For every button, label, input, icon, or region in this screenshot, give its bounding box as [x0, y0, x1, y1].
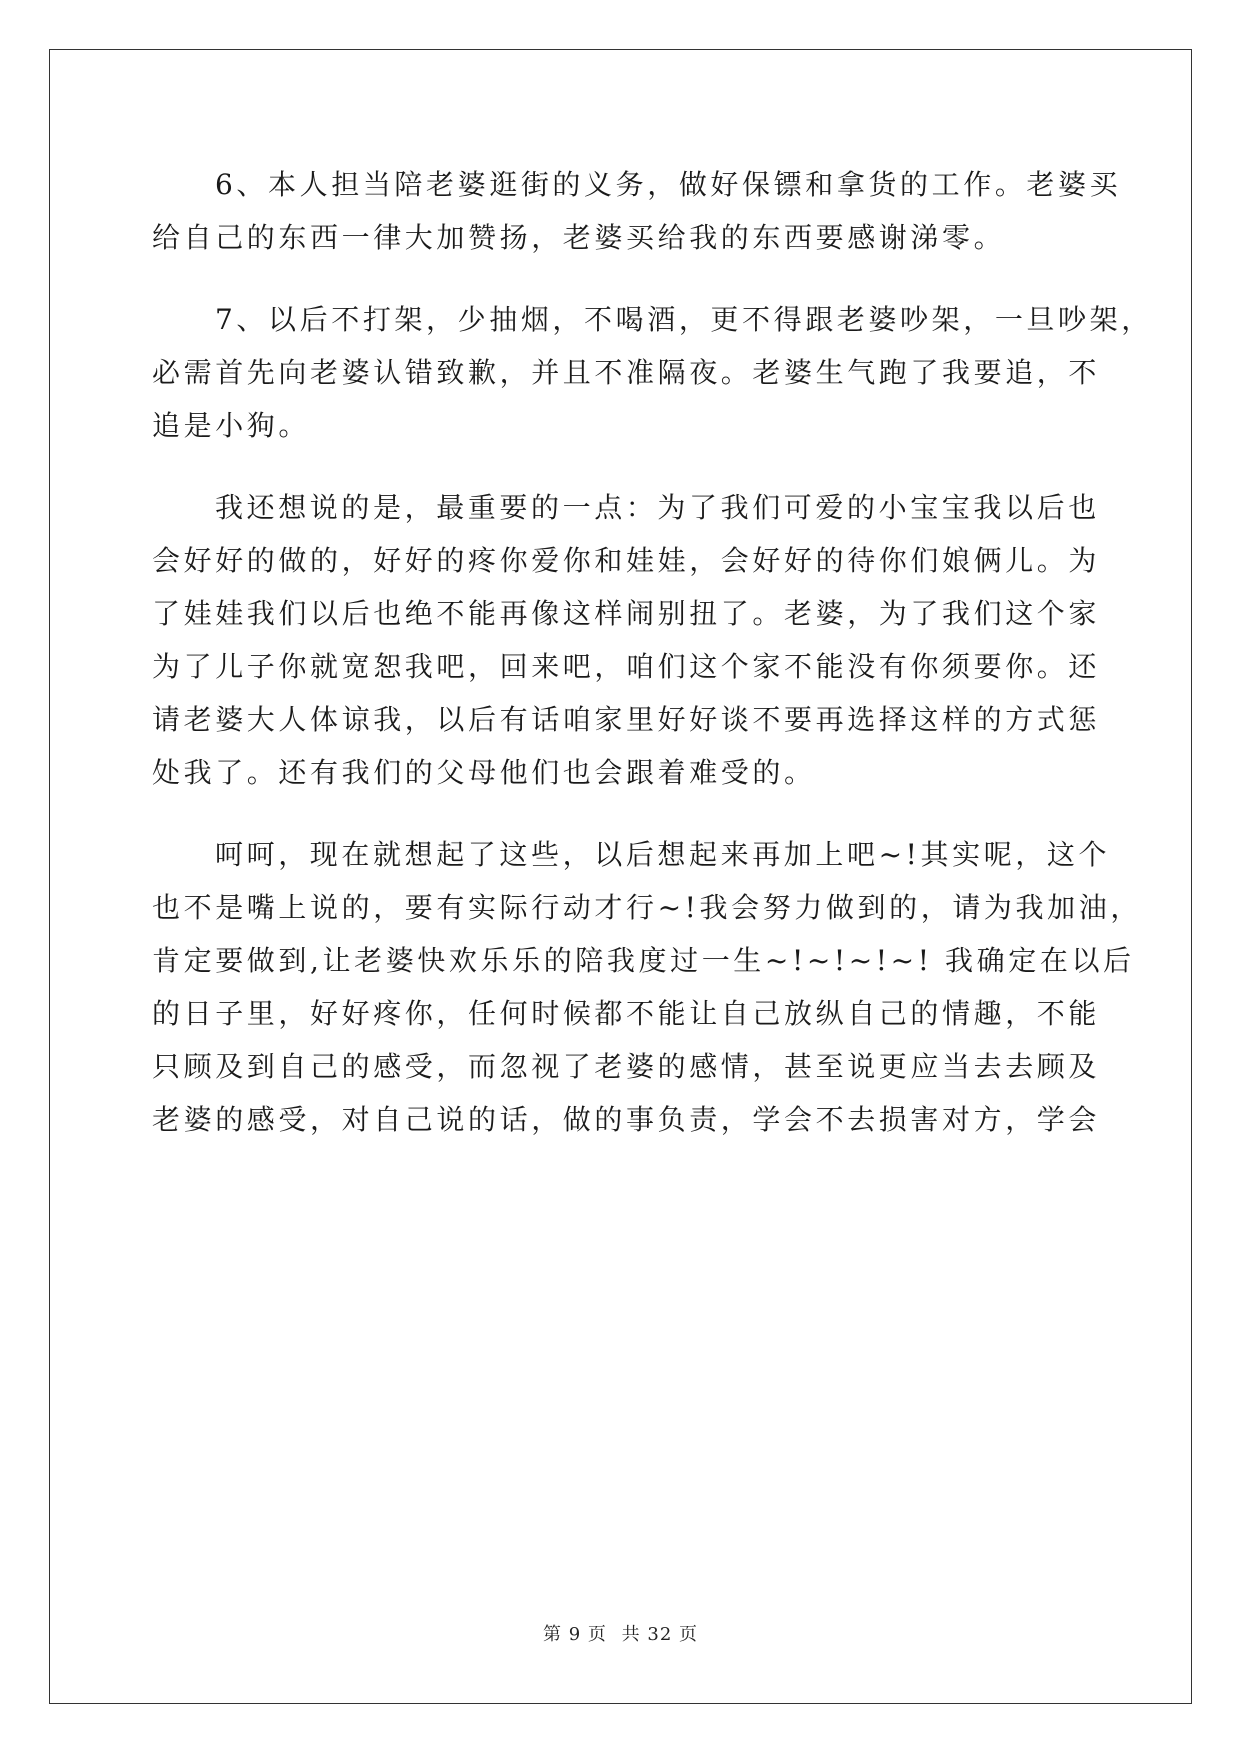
text-line: 给自己的东西一律大加赞扬，老婆买给我的东西要感谢涕零。 — [152, 221, 1006, 254]
text-line: 处我了。还有我们的父母他们也会跟着难受的。 — [152, 756, 816, 789]
text-line: 了娃娃我们以后也绝不能再像这样闹别扭了。老婆，为了我们这个家 — [152, 597, 1101, 630]
text-line: 会好好的做的，好好的疼你爱你和娃娃，会好好的待你们娘俩儿。为 — [152, 544, 1101, 577]
text-line: 必需首先向老婆认错致歉，并且不准隔夜。老婆生气跑了我要追，不 — [152, 356, 1101, 389]
paragraph-1 — [152, 158, 1122, 264]
paragraph-4 — [152, 828, 1142, 1146]
page-footer — [0, 1620, 1241, 1646]
text-line: 6、本人担当陪老婆逛街的义务，做好保镖和拿货的工作。老婆买 — [215, 168, 1122, 201]
text-line: 追是小狗。 — [152, 409, 311, 442]
text-line: 的日子里，好好疼你，任何时候都不能让自己放纵自己的情趣，不能 — [152, 997, 1101, 1030]
text-line: 老婆的感受，对自己说的话，做的事负责，学会不去损害对方，学会 — [152, 1103, 1101, 1136]
text-line: 只顾及到自己的感受，而忽视了老婆的感情，甚至说更应当去去顾及 — [152, 1050, 1101, 1083]
text-line: 肯定要做到,让老婆快欢乐乐的陪我度过一生~!~!~!~! 我确定在以后 — [152, 944, 1135, 977]
paragraph-2 — [152, 293, 1153, 452]
paragraph-3 — [152, 481, 1101, 799]
page-number: 第 9 页 — [543, 1624, 607, 1645]
text-line: 7、以后不打架，少抽烟，不喝酒，更不得跟老婆吵架，一旦吵架， — [215, 303, 1153, 336]
total-pages: 共 32 页 — [621, 1624, 698, 1645]
text-line: 为了儿子你就宽恕我吧，回来吧，咱们这个家不能没有你须要你。还 — [152, 650, 1101, 683]
text-line: 请老婆大人体谅我，以后有话咱家里好好谈不要再选择这样的方式惩 — [152, 703, 1101, 736]
text-line: 呵呵，现在就想起了这些，以后想起来再加上吧~!其实呢，这个 — [215, 838, 1111, 871]
text-line: 也不是嘴上说的，要有实际行动才行~!我会努力做到的，请为我加油， — [152, 891, 1142, 924]
text-line: 我还想说的是，最重要的一点：为了我们可爱的小宝宝我以后也 — [215, 491, 1100, 524]
document-body — [152, 158, 1153, 1175]
